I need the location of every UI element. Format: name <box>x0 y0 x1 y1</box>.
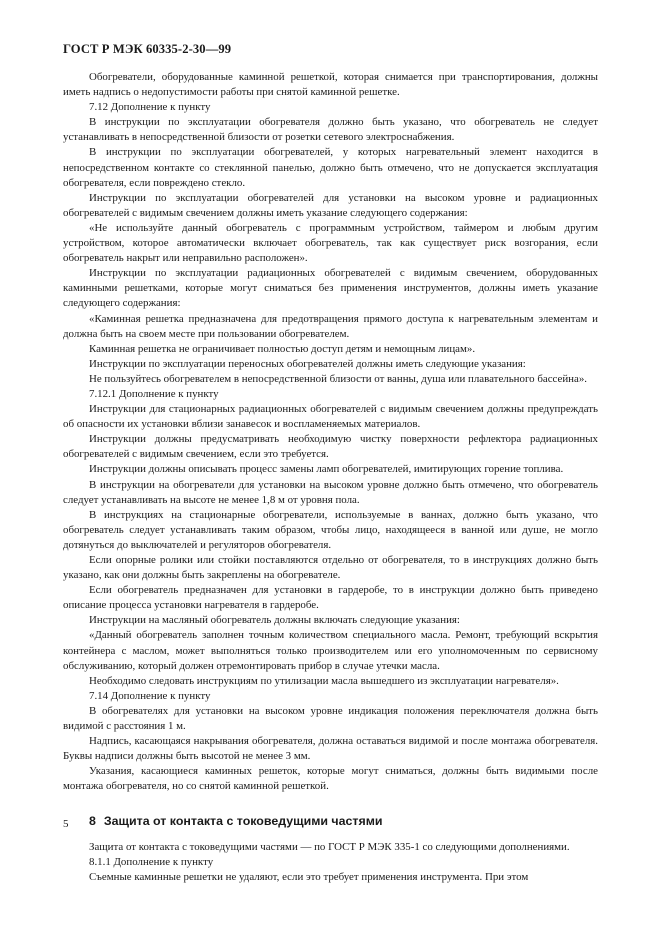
paragraph: В инструкции на обогреватели для установки на высоком уровне должно быть отмечено, что обогреватель следует устанавливать на высоте не менее 1,8 м от уровня пола. <box>63 478 598 506</box>
paragraph: Инструкции для стационарных радиационных обогревателей с видимым свечением должны предупреждать об опасности их установки вблизи занавесок и воспламеняемых материалов. <box>63 403 598 431</box>
section-heading <box>63 814 598 829</box>
clause-heading: 7.14 Дополнение к пункту <box>89 689 211 702</box>
paragraph: «Данный обогреватель заполнен точным количеством специального масла. Ремонт, требующий вскрытия контейнера с маслом, может выполняться только производителем или его уполномоченным по сервисному обслуживанию, который должен отремонтировать прибор в случае утечки масла. <box>63 629 598 672</box>
paragraph: В инструкции по эксплуатации обогревателя должно быть указано, что обогреватель не следует устанавливать в непосредственной близости от розетки сетевого электроснабжения. <box>63 116 598 144</box>
paragraph: В инструкциях на стационарные обогреватели, используемые в ваннах, должно быть указано, что обогреватель следует устанавливать таким образом, чтобы лицо, находящееся в ванной или душе, не могло дотянуться до выключателей и регуляторов обогревателя. <box>63 508 598 551</box>
document-header: ГОСТ Р МЭК 60335-2-30—99 <box>63 42 232 56</box>
paragraph: Инструкции по эксплуатации радиационных обогревателей с видимым свечением, оборудованных каминными решетками, которые могут сниматься без применения инструментов, должны иметь указание следующего содержания: <box>63 267 598 310</box>
paragraph: Необходимо следовать инструкциям по утилизации масла вышедшего из эксплуатации нагревателя». <box>89 674 559 687</box>
clause-heading: 8.1.1 Дополнение к пункту <box>89 855 214 868</box>
paragraph: Инструкции должны описывать процесс замены ламп обогревателей, имитирующих горение топлива. <box>89 463 564 476</box>
paragraph: Каминная решетка не ограничивает полностью доступ детям и немощным лицам». <box>89 342 476 355</box>
paragraph: Съемные каминные решетки не удаляют, если это требует применения инструмента. При этом <box>89 870 529 883</box>
paragraph: Защита от контакта с токоведущими частями — по ГОСТ Р МЭК 335-1 со следующими дополнениями. <box>89 840 570 853</box>
paragraph: «Каминная решетка предназначена для предотвращения прямого доступа к нагревательным элементам и должна быть на своем месте при пользовании обогревателем. <box>63 312 598 340</box>
clause-heading: 7.12 Дополнение к пункту <box>89 101 211 114</box>
paragraph: Если опорные ролики или стойки поставляются отдельно от обогревателя, то в инструкциях должно быть указано, как они должны быть закреплены на обогревателе. <box>63 554 598 582</box>
paragraph: В обогревателях для установки на высоком уровне индикация положения переключателя должна быть видимой с расстояния 1 м. <box>63 704 598 733</box>
page-number: 5 <box>63 818 69 830</box>
paragraph: Если обогреватель предназначен для установки в гардеробе, то в инструкции должно быть приведено описание процесса установки нагревателя в гардеробе. <box>63 584 598 612</box>
paragraph: Инструкции по эксплуатации обогревателей для установки на высоком уровне и радиационных обогревателей с видимым свечением должны иметь указание следующего содержания: <box>63 191 598 219</box>
section-title: Защита от контакта с токоведущими частями <box>103 813 383 828</box>
paragraph: В инструкции по эксплуатации обогревателей, у которых нагревательный элемент находится в непосредственном контакте со стеклянной панелью, должно быть отмечено, что не допускается эксплуатация обогревателя, если повреждено стекло. <box>63 146 598 189</box>
paragraph: Не пользуйтесь обогревателем в непосредственной близости от ванны, душа или плавательного бассейна». <box>89 372 587 385</box>
paragraph: Инструкции на масляный обогреватель должны включать следующие указания: <box>89 614 460 627</box>
paragraph: Инструкции должны предусматривать необходимую чистку поверхности рефлектора радиационных обогревателей с видимым свечением, если это требуется. <box>63 433 598 461</box>
paragraph: Инструкции по эксплуатации переносных обогревателей должны иметь следующие указания: <box>89 357 526 370</box>
section-number: 8 <box>89 813 96 828</box>
paragraph: Обогреватели, оборудованные каминной решеткой, которая снимается при транспортирования, должны иметь надпись о недопустимости работы при снятой каминной решетке. <box>63 71 598 99</box>
clause-heading: 7.12.1 Дополнение к пункту <box>89 387 219 400</box>
paragraph: Надпись, касающаяся накрывания обогревателя, должна оставаться видимой и после монтажа обогревателя. Буквы надписи должны быть высотой не менее 3 мм. <box>63 735 598 763</box>
document-body <box>63 70 598 885</box>
paragraph: «Не используйте данный обогреватель с программным устройством, таймером и любым другим устройством, которое автоматически включает обогреватель, так как существует риск возгорания, если обогреватель накрыт или неправильно расположен». <box>63 221 598 265</box>
paragraph: Указания, касающиеся каминных решеток, которые могут сниматься, должны быть видимыми после монтажа обогревателя, но со снятой каминной решеткой. <box>63 765 598 793</box>
